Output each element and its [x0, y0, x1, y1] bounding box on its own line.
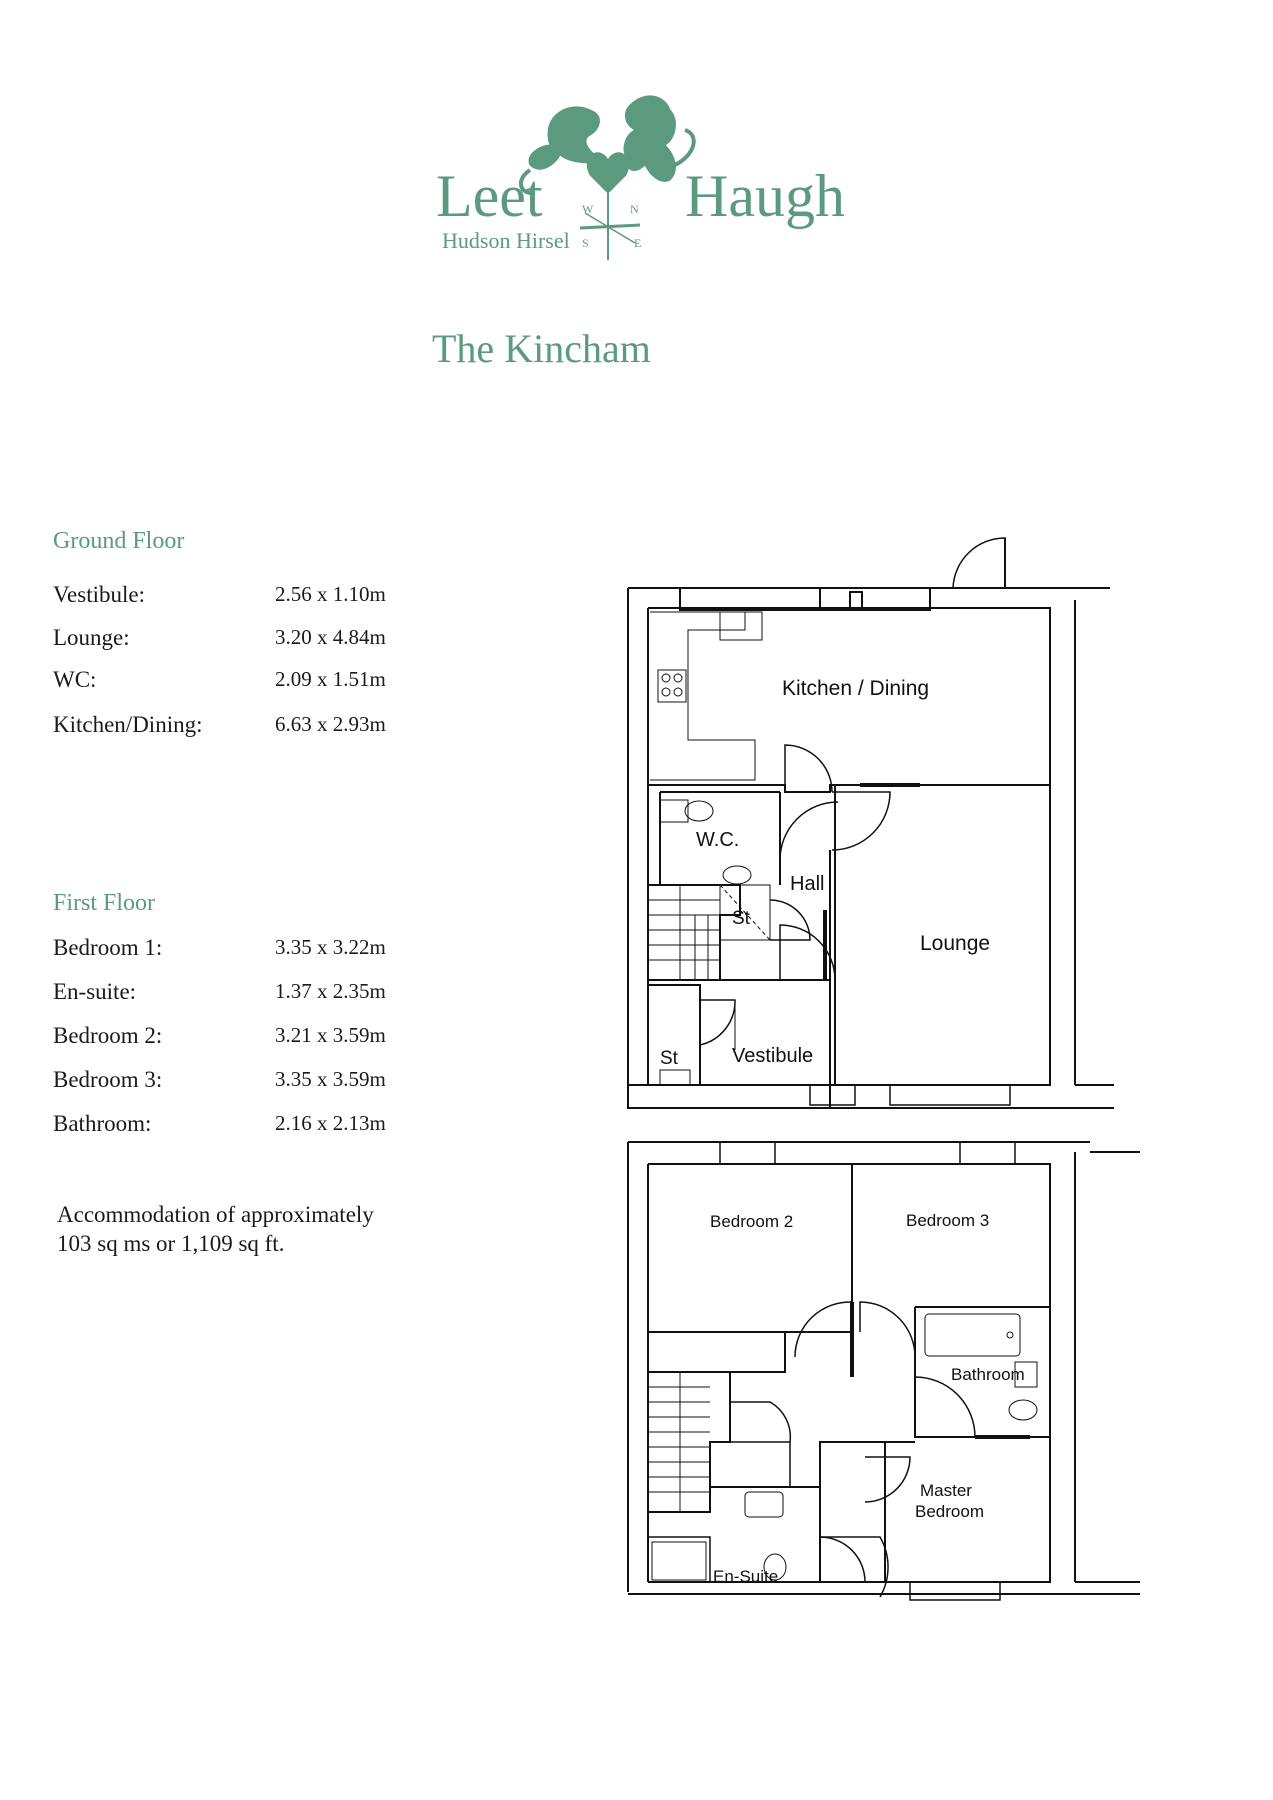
- room-dims: 3.35 x 3.22m: [275, 935, 386, 959]
- ground-floor-heading: Ground Floor: [53, 528, 185, 554]
- heart-icon: [587, 153, 628, 193]
- room-dims: 6.63 x 2.93m: [275, 712, 386, 736]
- brand-name-left: Leet: [436, 163, 543, 229]
- plan-label-st-1: St: [732, 908, 750, 929]
- plan-label-st-2: St: [660, 1048, 678, 1069]
- plan-label-bedroom-3: Bedroom 3: [906, 1211, 990, 1230]
- room-name: Kitchen/Dining:: [53, 712, 203, 737]
- room-name: Lounge:: [53, 625, 130, 650]
- room-name: Bedroom 3:: [53, 1067, 163, 1092]
- plan-label-master-2: Bedroom: [915, 1502, 984, 1521]
- accommodation-note: [57, 1200, 477, 1258]
- plan-label-hall: Hall: [790, 873, 825, 895]
- room-dims: 2.09 x 1.51m: [275, 667, 386, 691]
- brand-name-right: Haugh: [685, 163, 845, 229]
- plan-label-lounge: Lounge: [920, 932, 991, 955]
- plan-label-kitchen: Kitchen / Dining: [782, 677, 930, 700]
- brand-subtitle: Hudson Hirsel: [442, 228, 570, 253]
- room-name: WC:: [53, 667, 97, 692]
- room-name: Bedroom 2:: [53, 1023, 163, 1048]
- room-name: Vestibule:: [53, 582, 145, 607]
- svg-text:W: W: [582, 202, 594, 216]
- room-dims: 3.21 x 3.59m: [275, 1023, 386, 1047]
- room-dims: 3.20 x 4.84m: [275, 625, 386, 649]
- room-name: Bathroom:: [53, 1111, 152, 1136]
- plan-label-wc: W.C.: [696, 829, 740, 851]
- page-title: The Kincham: [432, 326, 651, 371]
- plan-label-ensuite: En-Suite: [713, 1567, 779, 1586]
- first-floor-plan: [628, 1142, 1140, 1600]
- plan-label-bedroom-2: Bedroom 2: [710, 1212, 794, 1231]
- plan-label-master-1: Master: [920, 1481, 972, 1500]
- ground-floor-plan: [628, 538, 1114, 1108]
- accommodation-line-2: 103 sq ms or 1,109 sq ft.: [57, 1231, 285, 1256]
- plan-label-vestibule: Vestibule: [732, 1045, 814, 1067]
- room-dims: 3.35 x 3.59m: [275, 1067, 386, 1091]
- room-name: En-suite:: [53, 979, 137, 1004]
- svg-text:N: N: [630, 202, 639, 216]
- room-dims: 1.37 x 2.35m: [275, 979, 386, 1003]
- room-dims: 2.56 x 1.10m: [275, 582, 386, 606]
- plan-label-bathroom: Bathroom: [951, 1365, 1025, 1384]
- svg-text:S: S: [582, 236, 589, 250]
- floor-plan: [620, 530, 1160, 1670]
- lion-icon: [624, 96, 675, 181]
- room-name: Bedroom 1:: [53, 935, 163, 960]
- accommodation-line-1: Accommodation of approximately: [57, 1202, 374, 1227]
- room-dims: 2.16 x 2.13m: [275, 1111, 386, 1135]
- first-floor-heading: First Floor: [53, 890, 156, 916]
- svg-text:E: E: [634, 236, 642, 250]
